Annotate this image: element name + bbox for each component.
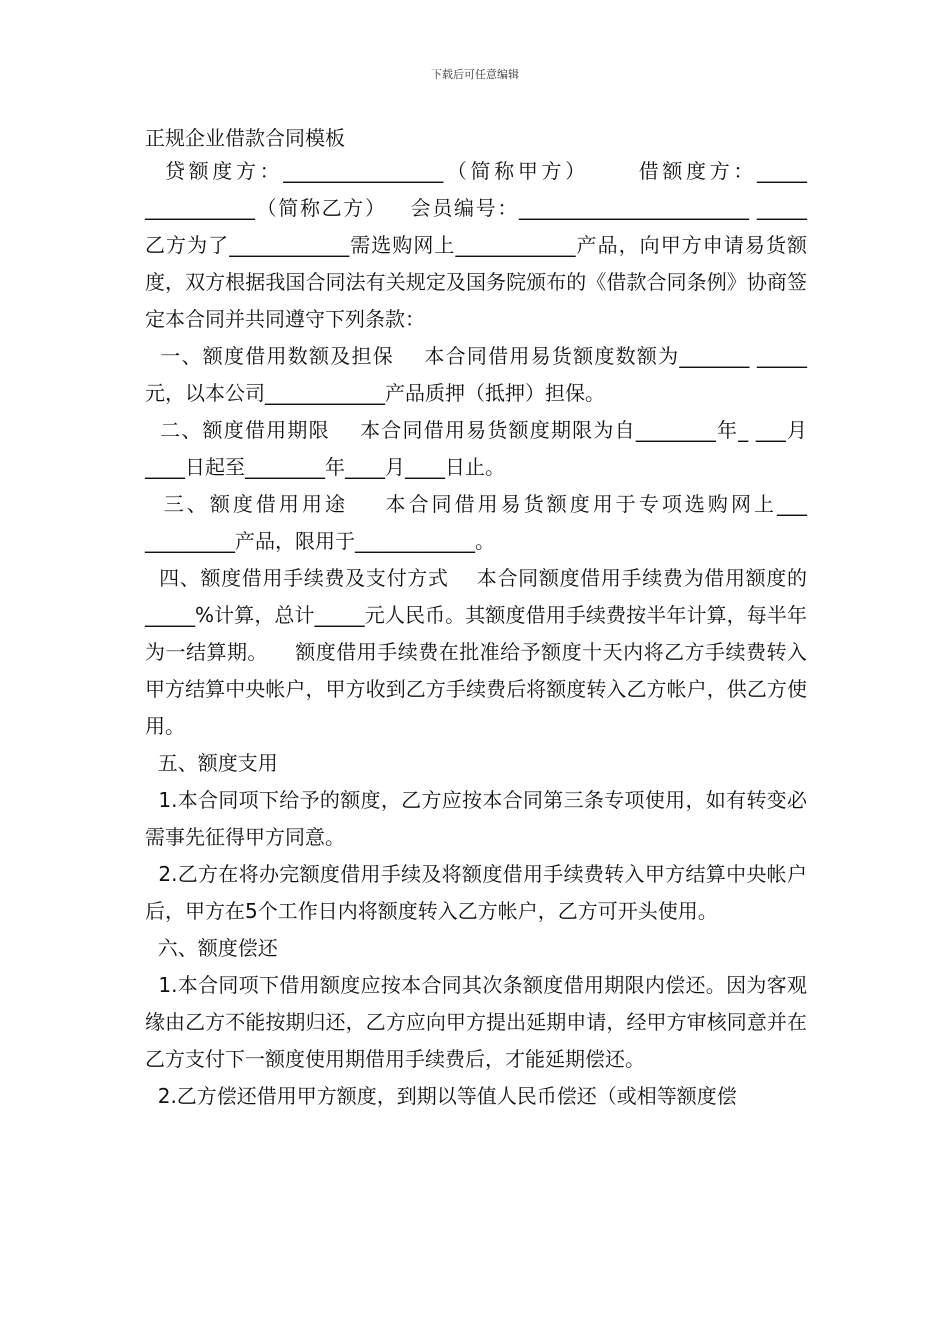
paragraph-clause-4-fee-payment: 四、额度借用手续费及支付方式 本合同额度借用手续费为借用额度的_____%计算，总计_____元人民币。其额度借用手续费按半年计算，每半年为一结算期。 额度借用手续费在批准给予额度十天内将乙方手续费转入甲方结算中央帐户，甲方收到乙方手续费后将额度转入乙方帐户，供乙方使用。 [145, 566, 807, 738]
paragraph-clause-6-item-2: 2.乙方偿还借用甲方额度，到期以等值人民币偿还（或相等额度偿 [145, 1084, 737, 1108]
paragraph-clause-5-item-1: 1.本合同项下给予的额度，乙方应按本合同第三条专项使用，如有转变必需事先征得甲方同意。 [145, 788, 807, 849]
paragraph-clause-5-heading: 五、额度支用 [145, 751, 278, 775]
paragraph-parties-intro: 贷额度方：________________（简称甲方） 借额度方：_____ ___________（简称乙方） 会员编号：_______________________ _____ 乙方为了____________需选购网上____________产品，向甲方申请易货额度，双方根据我国合同法有关规定及国务院颁布的《借款合同条例》协商签定本合同并共同遵守下列条款： [145, 159, 833, 331]
paragraph-clause-1-amount-guarantee: 一、额度借用数额及担保 本合同借用易货额度数额为_______ _____元，以本公司____________产品质押（抵押）担保。 [145, 344, 807, 405]
paragraph-clause-6-item-1: 1.本合同项下借用额度应按本合同其次条额度借用期限内偿还。因为客观缘由乙方不能按期归还，乙方应向甲方提出延期申请，经甲方审核同意并在乙方支付下一额度使用期借用手续费后，才能延期偿还。 [145, 973, 807, 1071]
paragraph-clause-6-heading: 六、额度偿还 [145, 936, 278, 960]
document-body [145, 153, 833, 1115]
document-title: 正规企业借款合同模板 [145, 126, 345, 150]
paragraph-clause-5-item-2: 2.乙方在将办完额度借用手续及将额度借用手续费转入甲方结算中央帐户后，甲方在5个工作日内将额度转入乙方帐户，乙方可开头使用。 [145, 862, 807, 923]
page-header-note: 下载后可任意编辑 [431, 68, 519, 81]
paragraph-clause-3-purpose: 三、额度借用用途 本合同借用易货额度用于专项选购网上___ _________产品，限用于____________。 [145, 492, 814, 553]
paragraph-clause-2-period: 二、额度借用期限 本合同借用易货额度期限为自________年_ ___月____日起至________年____月____日止。 [145, 418, 807, 479]
